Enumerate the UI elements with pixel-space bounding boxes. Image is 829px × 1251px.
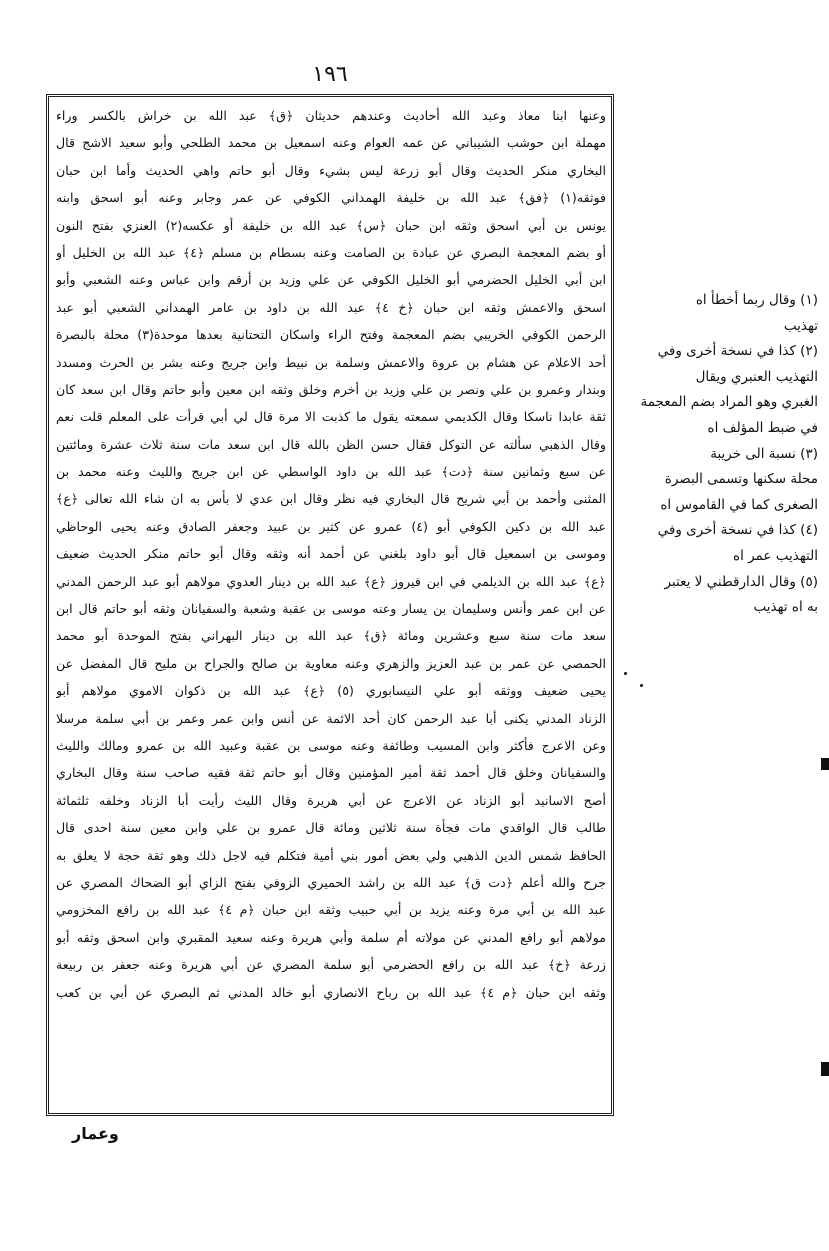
note-line: (٢) كذا في نسخة أخرى وفي <box>657 343 818 360</box>
main-text-column <box>56 102 606 1107</box>
note-line: (٥) وقال الدارقطني لا يعتبر <box>664 573 818 590</box>
note-line: التهذيب العنبري ويقال <box>695 368 818 385</box>
note-line: محلة سكنها وتسمى البصرة <box>664 471 818 488</box>
text-line: ابن أبي الخليل الحضرمي أبو الخليل الكوفي عن علي وزيد بن أرقم وابن عباس وعنه الشعبي وأبو <box>56 272 606 288</box>
margin-mark <box>821 1062 829 1076</box>
text-line: جرح والله أعلم ﴿دت ق﴾ عبد الله بن راشد الحميري الزوفي بفتح الزاي أبو الضحاك المصري عن <box>56 874 606 890</box>
text-line: ﴿ع﴾ عبد الله بن الديلمي في ابن فيروز ﴿ع﴾ عبد الله بن دينار العدوي مولاهم أبو عبد الرحمن المدني <box>56 573 606 589</box>
text-line: الحمصي عن عمر بن عبد العزيز والزهري وعنه معاوية بن صالح والجراح بن مليح قال المفضل عن <box>56 655 606 671</box>
text-line: عن سبع وثمانين سنة ﴿دت﴾ عبد الله بن داود الواسطي عن ابن جريج والليث وعنه محمد بن <box>56 464 606 480</box>
text-line: وموسى بن اسمعيل قال أبو داود بلغني عن أحمد أنه وثقه وقال أبو حاتم منكر الحديث ضعيف <box>56 546 606 562</box>
text-line: الحافظ شمس الدين الذهبي ولي بعض أمور بني أمية فتكلم فيه لاجل ذلك وهو ثقة حجة لا يعلق به <box>56 847 606 863</box>
text-line: عن ابن عمر وأنس وسليمان بن يسار وعنه موسى بن عقبة وشعبة والسفيانان وثقه أبو حاتم قال ابن <box>56 601 606 617</box>
text-line: وعنها ابنا معاذ وعبد الله أحاديث وعندهم حديثان ﴿ق﴾ عبد الله بن خراش بالكسر وراء <box>56 108 606 123</box>
ink-speck <box>624 672 627 675</box>
text-line: عبد الله بن أبي مرة وعنه يزيد بن أبي حبيب وثقه ابن حبان ﴿م ٤﴾ عبد الله بن رافع المخزومي <box>56 902 606 918</box>
note-line: (١) وقال ربما أخطأ اه <box>695 292 818 308</box>
text-line: الرحمن الكوفي الخريبي بضم المعجمة وفتح الراء واسكان التحتانية بعدها موحدة(٣) محلة بالبصرة <box>56 327 606 343</box>
text-line: أحد الاعلام عن هشام بن عروة والاعمش وسلمة بن نبيط وابن جريج وعنه بشر بن الحرث ومسدد <box>56 354 606 370</box>
text-line: زرعة ﴿خ﴾ عبد الله بن رافع الحضرمي أبو سلمة المصري عن أبي هريرة وعنه جعفر بن ربيعة <box>56 957 606 973</box>
marginal-notes <box>618 288 818 621</box>
note-line: التهذيب عمر اه <box>733 547 818 564</box>
text-line: وثقه ابن حبان ﴿م ٤﴾ عبد الله بن رباح الانصاري أبو خالد المدني ثم البصري عن أبي بن كعب <box>56 984 606 1000</box>
margin-mark <box>821 758 829 770</box>
note-line: (٣) نسبة الى خريبة <box>710 445 818 462</box>
text-line: اسحق والاعمش وثقه ابن حبان ﴿خ ٤﴾ عبد الله بن داود بن عامر الهمداني الشعبي أبو عبد <box>56 299 606 315</box>
text-line: وعن الاعرج فأكثر وابن المسيب وطائفة وعنه موسى بن عقبة وعبيد الله بن عمرو ومالك والليث <box>56 737 606 753</box>
text-line: سعد مات سنة سبع وعشرين ومائة ﴿ق﴾ عبد الله بن دينار البهراني بفتح الموحدة أبو محمد <box>56 628 606 644</box>
catchword: وعمار <box>72 1124 119 1143</box>
text-line: وبندار وعمرو بن علي ونصر بن علي وزيد بن أخرم وخلق وثقه ابن معين وأبو حاتم وقال ابن سعد كان <box>56 381 606 397</box>
note-line: في ضبط المؤلف اه <box>707 419 818 436</box>
ink-speck <box>640 684 643 687</box>
note-line: الغبري وهو المراد بضم المعجمة <box>640 394 818 411</box>
text-line: يحيى ضعيف ووثقه أبو علي النيسابوري (٥) ﴿ع﴾ عبد الله بن ذكوان الاموي مولاهم أبو <box>56 683 606 699</box>
text-line: مولاهم أبو رافع المدني عن مولاته أم سلمة وأبي هريرة وعنه سعيد المقبري وابن اسحق وثقه أبو <box>56 929 606 945</box>
text-line: الزناد المدني يكنى أبا عبد الرحمن كان أحد الائمة عن أنس وابن عمر وعمر بن أبي سلمة مرسلا <box>56 710 606 726</box>
text-line: أو بضم المعجمة البصري عن عبادة بن الصامت وعنه بسطام بن مسلم ﴿٤﴾ عبد الله بن الخليل أو <box>56 244 606 260</box>
text-line: ثقة عابدا ناسكا وقال الكديمي سمعته يقول ما كذبت الا مرة قال لي أبي قرأت على المعلم قلت نعم <box>56 409 606 425</box>
text-line: والسفيانان وخلق قال أحمد ثقة أمير المؤمنين وقال أبو حاتم ثقة فقيه صاحب سنة وقال البخاري <box>56 765 606 781</box>
text-line: يونس بن أبي اسحق وثقه ابن حبان ﴿س﴾ عبد الله بن خليفة أو عكسه(٢) العنزي بفتح النون <box>56 217 606 233</box>
text-line: أصح الاسانيد أبو الزناد عن الاعرج عن أبي هريرة وقال الليث رأيت أبا الزناد وخلفه ثلثمائة <box>56 792 606 808</box>
text-line: المثنى وأحمد بن أبي شريح قال البخاري فيه نظر وقال ابن عدي لا بأس به ان شاء الله تعالى ﴿ع﴾ <box>56 491 606 507</box>
text-line: فوثقه(١) ﴿فق﴾ عبد الله بن خليفة الهمداني الكوفي عن عمر وجابر وعنه أبو اسحق وابنه <box>56 190 606 206</box>
text-line: وقال الذهبي سألته عن التوكل فقال حسن الظن بالله قال ابن سعد مات سنة ثلاث عشرة ومائتين <box>56 436 606 452</box>
page-number: ١٩٦ <box>312 62 348 87</box>
note-line: به اه تهذيب <box>753 599 818 616</box>
text-line: طالب قال الواقدي مات فجأة سنة ثلاثين ومائة قال عمرو بن علي وابن معين سنة احدى قال <box>56 820 606 836</box>
note-line: الصغرى كما في القاموس اه <box>660 496 818 513</box>
text-line: مهملة ابن حوشب الشيباني عن عمه العوام وعنه اسمعيل بن محمد الطلحي وأبو سعيد الاشج قال <box>56 135 606 151</box>
note-line: (٤) كذا في نسخة أخرى وفي <box>657 522 818 539</box>
note-line: تهذيب <box>783 317 818 334</box>
text-line: عبد الله بن دكين الكوفي أبو (٤) عمرو عن كثير بن عبيد وجعفر الصادق وعنه يحيى الوحاظي <box>56 518 606 534</box>
text-line: البخاري منكر الحديث وقال أبو زرعة ليس بشيء وقال أبو حاتم واهي الحديث وأما ابن حبان <box>56 162 606 178</box>
